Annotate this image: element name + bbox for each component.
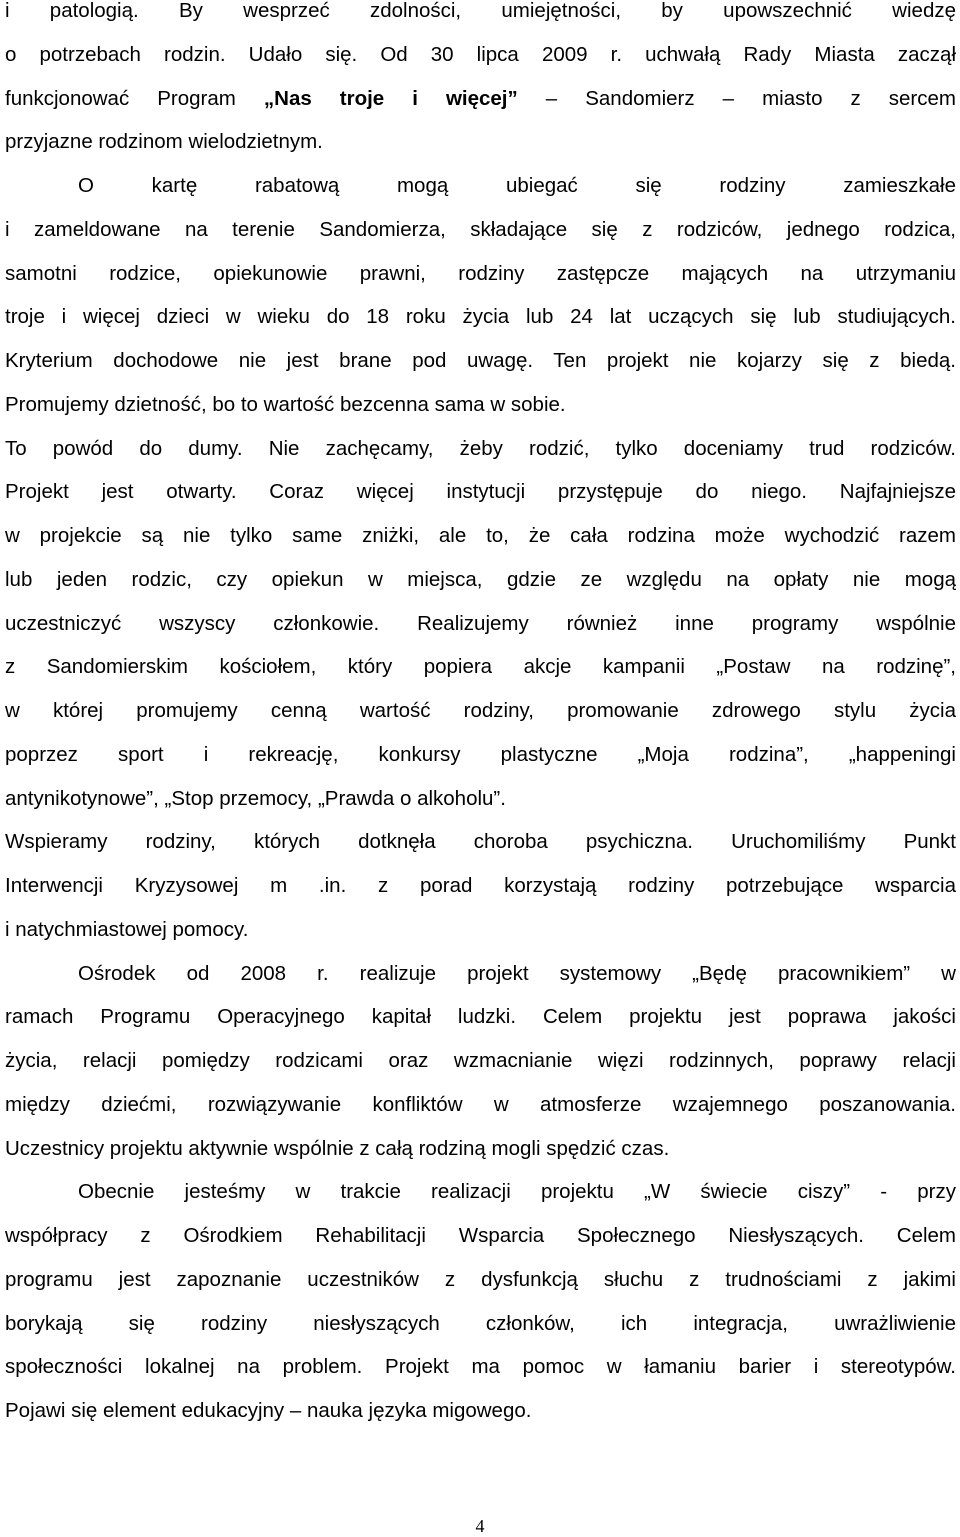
text-line: poprzez sport i rekreację, konkursy plastyczne „Moja rodzina”, „happeningi — [5, 742, 956, 766]
text-line: społeczności lokalnej na problem. Projekt ma pomoc w łamaniu barier i stereotypów. — [5, 1355, 956, 1379]
text-line: To powód do dumy. Nie zachęcamy, żeby rodzić, tylko doceniamy trud rodziców. — [5, 436, 956, 460]
text-line: współpracy z Ośrodkiem Rehabilitacji Wsparcia Społecznego Niesłyszących. Celem — [5, 1224, 956, 1247]
text-line: i zameldowane na terenie Sandomierza, składające się z rodziców, jednego rodzica, — [5, 217, 956, 241]
text-line: przyjazne rodzinom wielodzietnym. — [5, 130, 323, 154]
text-line: lub jeden rodzic, czy opiekun w miejsca, gdzie ze względu na opłaty nie mogą — [5, 567, 956, 591]
text-segment: funkcjonować Program — [5, 86, 264, 110]
program-name: „Nas troje i więcej” — [263, 86, 518, 110]
text-line: Interwencji Kryzysowej m .in. z porad korzystają rodziny potrzebujące wsparcia — [5, 874, 956, 897]
text-line: życia, relacji pomiędzy rodzicami oraz wzmacnianie więzi rodzinnych, poprawy relacji — [5, 1049, 956, 1072]
text-line: Obecnie jesteśmy w trakcie realizacji projektu „W świecie ciszy” - przy — [78, 1180, 956, 1204]
text-line — [5, 77, 956, 121]
text-line: O kartę rabatową mogą ubiegać się rodziny zamieszkałe — [78, 174, 956, 197]
text-line: Kryterium dochodowe nie jest brane pod uwagę. Ten projekt nie kojarzy się z biedą. — [5, 349, 956, 372]
text-line: o potrzebach rodzin. Udało się. Od 30 lipca 2009 r. uchwałą Rady Miasta zaczął — [5, 42, 956, 66]
text-line: Promujemy dzietność, bo to wartość bezcenna sama w sobie. — [5, 392, 566, 416]
text-line: troje i więcej dzieci w wieku do 18 roku życia lub 24 lat uczących się lub studiujących. — [5, 305, 956, 329]
text-line: Projekt jest otwarty. Coraz więcej instytucji przystępuje do niego. Najfajniejsze — [5, 480, 956, 504]
text-line: z Sandomierskim kościołem, który popiera akcje kampanii „Postaw na rodzinę”, — [5, 655, 956, 679]
document-body — [5, 0, 956, 1433]
page-number: 4 — [475, 1516, 485, 1536]
text-line: programu jest zapoznanie uczestników z dysfunkcją słuchu z trudnościami z jakimi — [5, 1267, 956, 1291]
text-line: w której promujemy cenną wartość rodziny, promowanie zdrowego stylu życia — [5, 699, 956, 722]
text-line: Ośrodek od 2008 r. realizuje projekt systemowy „Będę pracownikiem” w — [78, 961, 956, 985]
text-line: borykają się rodziny niesłyszących członków, ich integracja, uwrażliwienie — [5, 1311, 956, 1335]
text-line: i natychmiastowej pomocy. — [5, 917, 249, 941]
text-segment: – Sandomierz – miasto z sercem — [517, 86, 956, 110]
text-line: antynikotynowe”, „Stop przemocy, „Prawda o alkoholu”. — [5, 786, 506, 810]
text-line: samotni rodzice, opiekunowie prawni, rodziny zastępcze mających na utrzymaniu — [5, 261, 956, 285]
text-line: uczestniczyć wszyscy członkowie. Realizujemy również inne programy wspólnie — [5, 611, 956, 635]
text-line: w projekcie są nie tylko same zniżki, ale to, że cała rodzina może wychodzić razem — [5, 524, 956, 547]
text-line: Pojawi się element edukacyjny – nauka języka migowego. — [5, 1399, 532, 1422]
text-line: Uczestnicy projektu aktywnie wspólnie z całą rodziną mogli spędzić czas. — [5, 1136, 670, 1160]
text-line: ramach Programu Operacyjnego kapitał ludzki. Celem projektu jest poprawa jakości — [5, 1005, 956, 1029]
text-line: i patologią. By wesprzeć zdolności, umiejętności, by upowszechnić wiedzę — [5, 0, 956, 22]
text-line: między dziećmi, rozwiązywanie konfliktów w atmosferze wzajemnego poszanowania. — [5, 1092, 956, 1116]
text-line: Wspieramy rodziny, których dotknęła choroba psychiczna. Uruchomiliśmy Punkt — [5, 830, 956, 854]
